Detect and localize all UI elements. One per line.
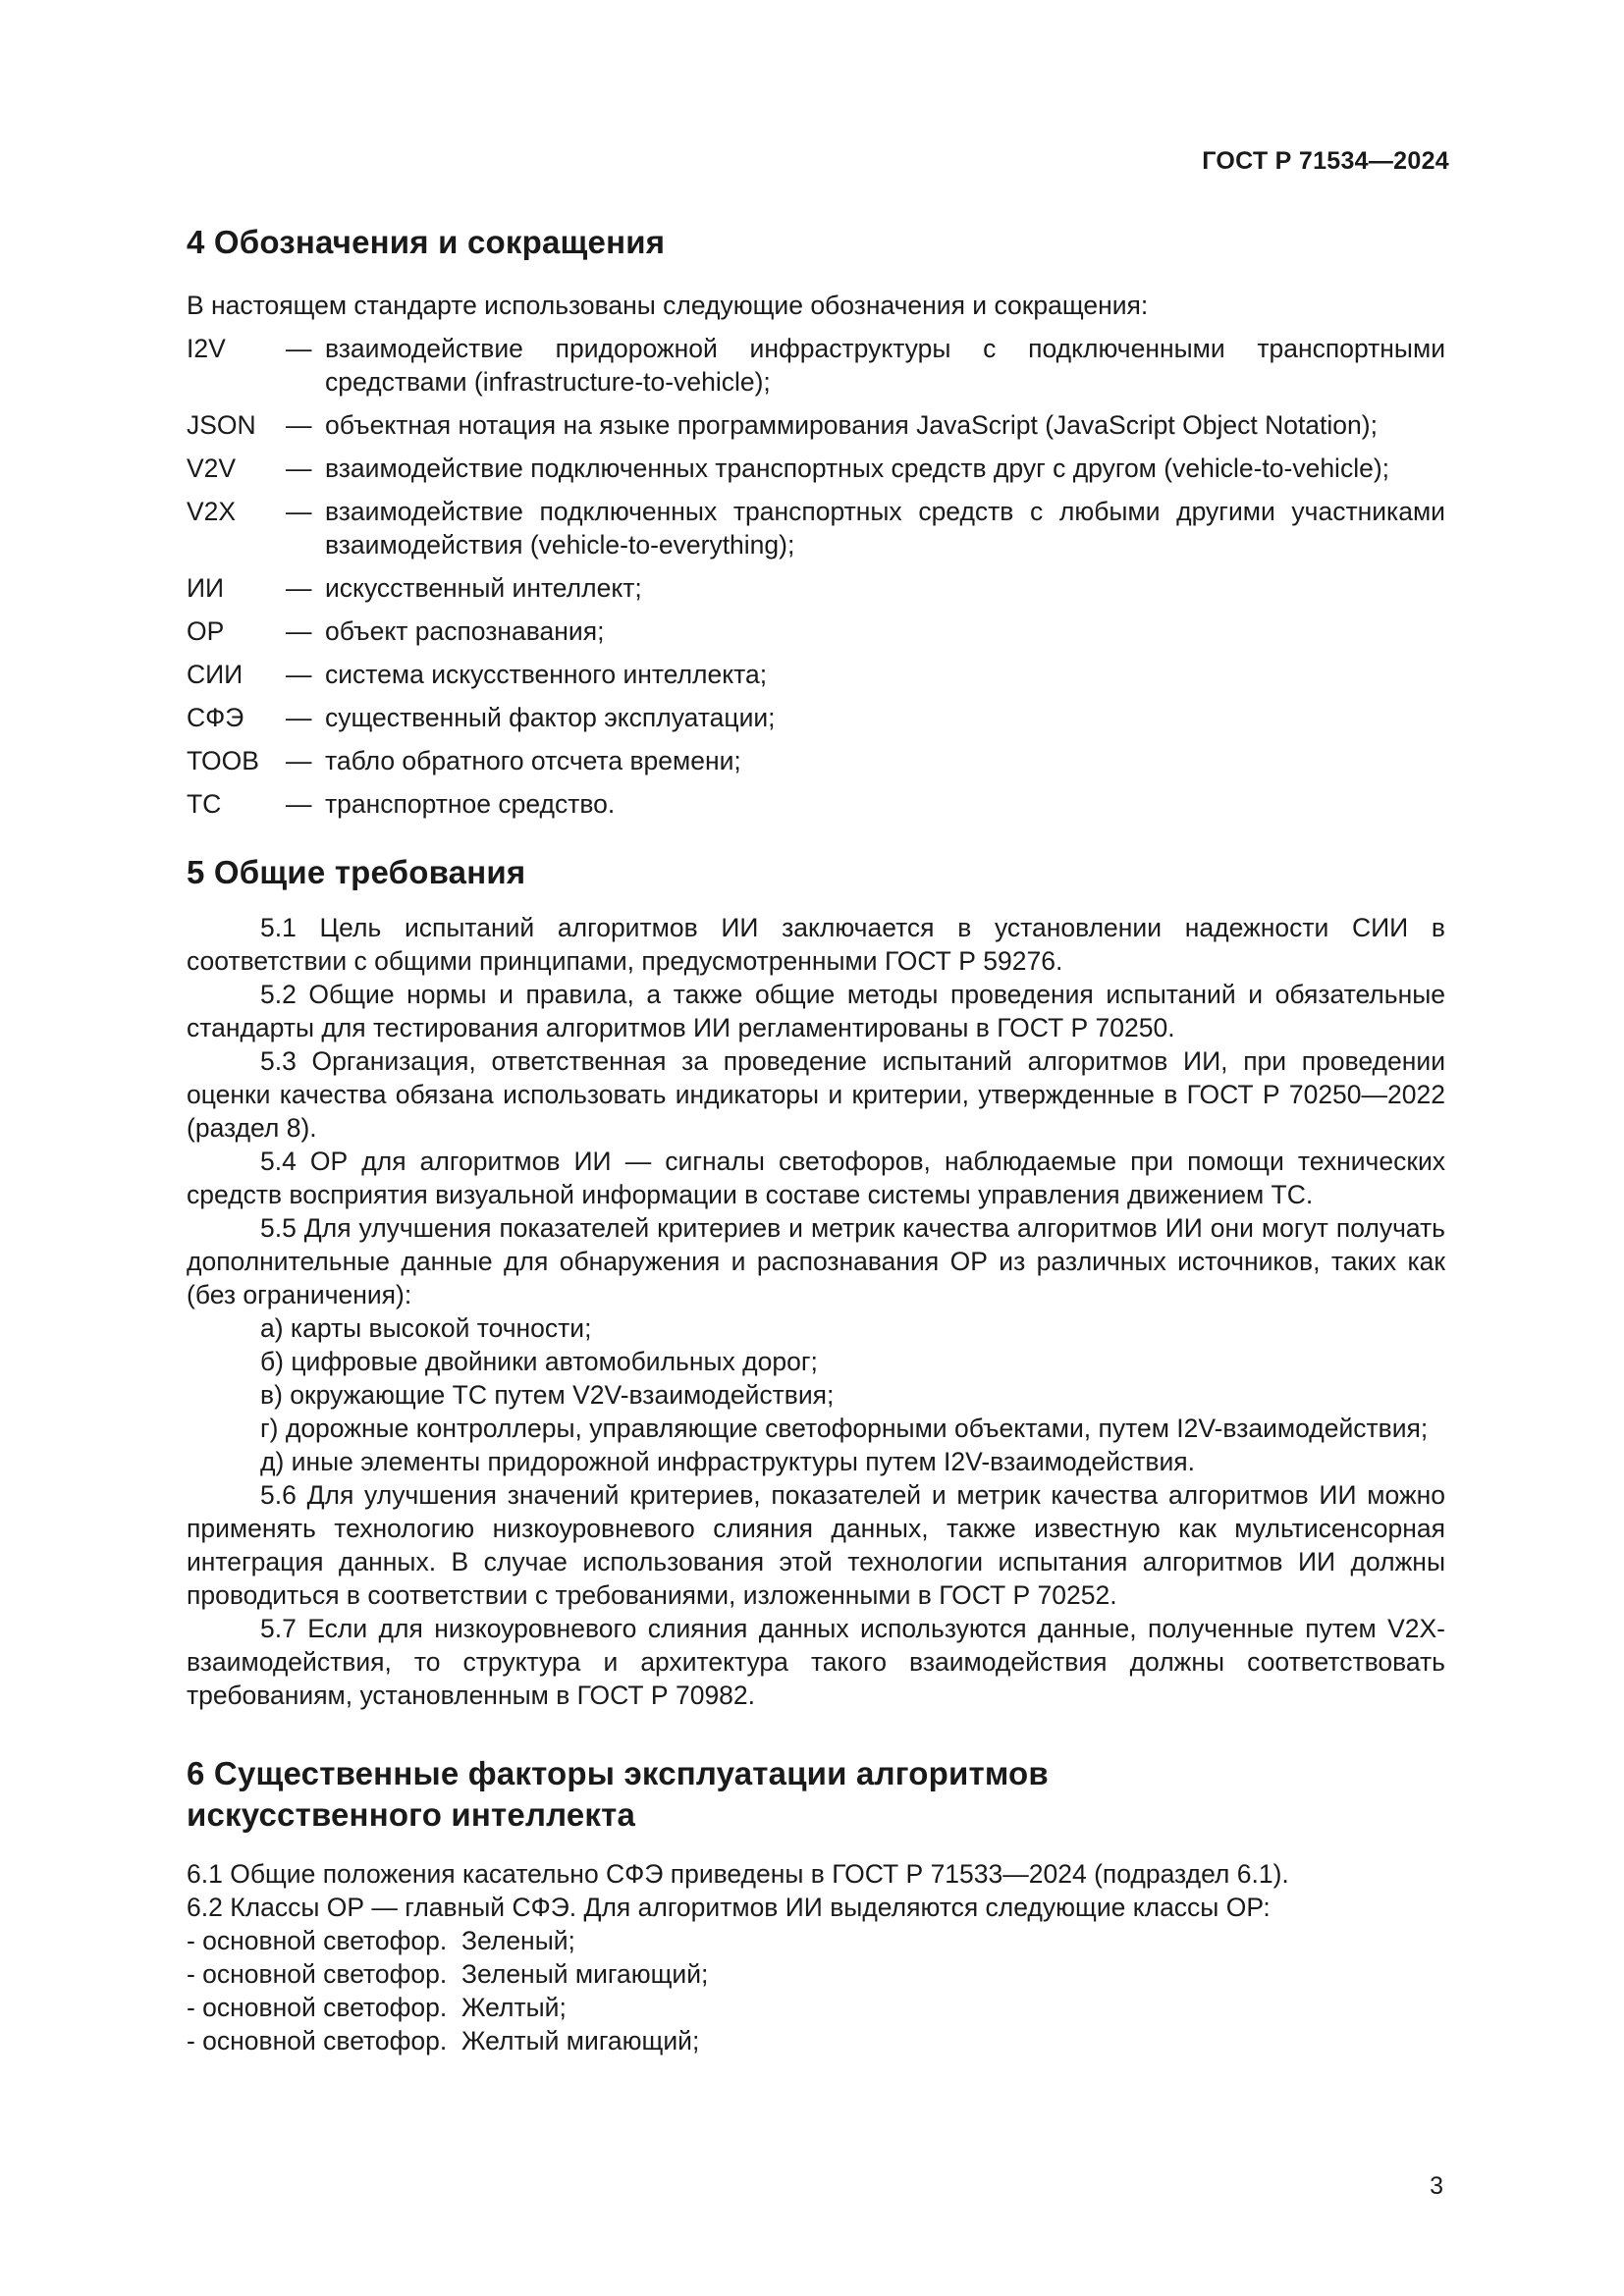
paragraph-5-2: 5.2 Общие нормы и правила, а также общие методы проведения испытаний и обязательные стандарты для тестирования алгоритмов ИИ регламентированы в ГОСТ Р 70250. [187, 980, 1445, 1042]
abbreviation-dash: — [286, 746, 312, 775]
abbreviation-term: ТС [187, 789, 222, 819]
abbreviation-definition: взаимодействие придорожной инфраструктуры с подключенными транспортными средствами (infrastructure-to-vehicle); [325, 334, 1445, 397]
recognition-class-list [187, 1924, 1445, 2057]
page-content [187, 222, 1445, 2057]
abbreviation-dash: — [286, 334, 312, 363]
paragraph-6-2: 6.2 Классы ОР — главный СФЭ. Для алгоритмов ИИ выделяются следующие классы ОР: [187, 1893, 1271, 1922]
list-item: - основной светофор. Желтый; [187, 1993, 567, 2022]
list-item: а) карты высокой точности; [260, 1313, 592, 1343]
paragraph-5-6: 5.6 Для улучшения значений критериев, показателей и метрик качества алгоритмов ИИ можно применять технологию низкоуровневого слияния данных, также известную как мультисенсорная интеграция данных. В случае использования этой технологии испытания алгоритмов ИИ должны проводиться в соответствии с требованиями, изложенными в ГОСТ Р 70252. [187, 1480, 1445, 1610]
abbreviation-dash: — [286, 789, 312, 819]
abbreviation-definition: взаимодействие подключенных транспортных средств с любыми другими участниками взаимодействия (vehicle-to-everything); [325, 497, 1445, 560]
source-list [187, 1311, 1445, 1478]
list-item: - основной светофор. Зеленый мигающий; [187, 1959, 709, 1989]
abbreviation-row [187, 744, 1445, 777]
abbreviation-row [187, 787, 1445, 821]
list-item: в) окружающие ТС путем V2V-взаимодействия; [260, 1380, 835, 1410]
abbreviation-definition: табло обратного отсчета времени; [325, 746, 741, 775]
abbreviation-definition: объектная нотация на языке программирования JavaScript (JavaScript Object Notation); [325, 410, 1378, 440]
abbreviation-row [187, 408, 1445, 442]
section-5-title: 5 Общие требования [187, 854, 526, 890]
abbreviation-definition: объект распознавания; [325, 616, 605, 646]
abbreviation-definition: транспортное средство. [325, 789, 616, 819]
page-number: 3 [1430, 2172, 1443, 2200]
list-item: - основной светофор. Желтый мигающий; [187, 2026, 700, 2056]
abbreviation-term: V2V [187, 454, 237, 483]
abbreviation-definition: существенный фактор эксплуатации; [325, 703, 776, 732]
paragraph-5-3: 5.3 Организация, ответственная за проведение испытаний алгоритмов ИИ, при проведении оценки качества обязана использовать индикаторы и критерии, утвержденные в ГОСТ Р 70250—2022 (раздел 8). [187, 1046, 1445, 1143]
abbreviation-dash: — [286, 497, 312, 526]
abbreviation-dash: — [286, 410, 312, 440]
abbreviation-term: ОР [187, 616, 225, 646]
document-code: ГОСТ Р 71534—2024 [1202, 147, 1449, 175]
abbreviation-definition: система искусственного интеллекта; [325, 660, 768, 689]
abbreviation-dash: — [286, 660, 312, 689]
list-item: б) цифровые двойники автомобильных дорог; [260, 1347, 818, 1376]
abbreviation-term: СФЭ [187, 703, 244, 732]
abbreviation-dash: — [286, 454, 312, 483]
section-6-title: 6 Существенные факторы эксплуатации алгоритмов искусственного интеллекта [187, 1755, 1049, 1833]
abbreviation-term: V2X [187, 497, 237, 526]
abbreviation-row [187, 495, 1445, 561]
paragraph-5-1: 5.1 Цель испытаний алгоритмов ИИ заключается в установлении надежности СИИ в соответствии с общими принципами, предусмотренными ГОСТ Р 59276. [187, 913, 1445, 976]
abbreviation-list [187, 332, 1445, 821]
abbreviation-dash: — [286, 616, 312, 646]
abbreviation-row [187, 701, 1445, 734]
abbreviation-row [187, 571, 1445, 605]
abbreviation-row [187, 614, 1445, 648]
abbreviation-term: СИИ [187, 660, 244, 689]
section-4-title: 4 Обозначения и сокращения [187, 224, 666, 260]
abbreviation-term: ТООВ [187, 746, 259, 775]
abbreviation-definition: взаимодействие подключенных транспортных средств друг с другом (vehicle-to-vehicle); [325, 454, 1390, 483]
abbreviation-row [187, 452, 1445, 485]
abbreviation-term: I2V [187, 334, 226, 363]
abbreviation-dash: — [286, 703, 312, 732]
abbreviation-dash: — [286, 573, 312, 603]
abbreviation-definition: искусственный интеллект; [325, 573, 642, 603]
list-item: г) дорожные контроллеры, управляющие светофорными объектами, путем I2V-взаимодействия; [260, 1414, 1429, 1443]
paragraph-5-7: 5.7 Если для низкоуровневого слияния данных используются данные, полученные путем V2X-взаимодействия, то структура и архитектура такого взаимодействия должны соответствовать требованиям, установленным в ГОСТ Р 70982. [187, 1614, 1445, 1710]
abbreviation-term: ИИ [187, 573, 225, 603]
section-4-intro: В настоящем стандарте использованы следующие обозначения и сокращения: [187, 291, 1149, 320]
abbreviation-term: JSON [187, 410, 256, 440]
paragraph-6-1: 6.1 Общие положения касательно СФЭ приведены в ГОСТ Р 71533—2024 (подраздел 6.1). [187, 1859, 1289, 1889]
list-item: д) иные элементы придорожной инфраструктуры путем I2V-взаимодействия. [260, 1447, 1195, 1476]
list-item: - основной светофор. Зеленый; [187, 1926, 575, 1955]
abbreviation-row [187, 658, 1445, 691]
abbreviation-row [187, 332, 1445, 399]
paragraph-5-4: 5.4 ОР для алгоритмов ИИ — сигналы светофоров, наблюдаемые при помощи технических средств восприятия визуальной информации в составе системы управления движением ТС. [187, 1147, 1445, 1209]
paragraph-5-5: 5.5 Для улучшения показателей критериев и метрик качества алгоритмов ИИ они могут получать дополнительные данные для обнаружения и распознавания ОР из различных источников, таких как (без ограничения): [187, 1213, 1445, 1309]
